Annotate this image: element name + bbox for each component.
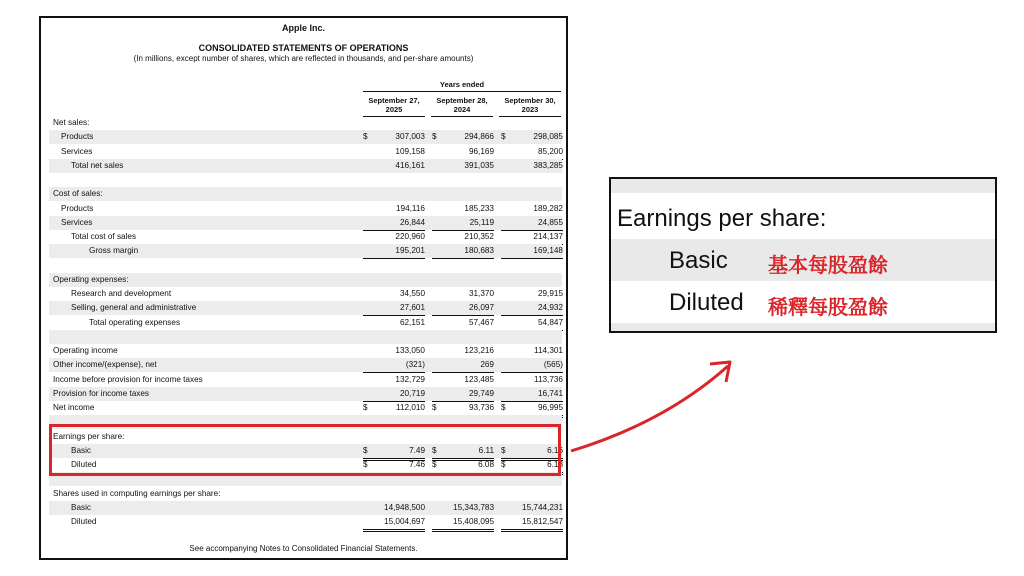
- column-header-line: September 28,: [436, 96, 488, 105]
- column-header-line: September 30,: [504, 96, 556, 105]
- zoom-panel: [609, 177, 997, 333]
- column-header-line: 2024: [453, 105, 471, 114]
- zoom-basic-en: Basic: [669, 247, 728, 274]
- cell-value: 16,741: [537, 388, 563, 398]
- years-ended-header: Years ended: [363, 80, 561, 92]
- cell-value: 123,216: [464, 346, 494, 355]
- row-label: Provision for income taxes: [53, 388, 150, 398]
- cell-value: 25,119: [469, 217, 494, 227]
- currency-symbol: $: [432, 460, 437, 469]
- cell-value: 34,550: [399, 289, 425, 298]
- cell-value: 85,200: [537, 146, 563, 156]
- cell-value: 169,148: [533, 246, 563, 256]
- cell-value: 220,960: [395, 232, 425, 241]
- currency-symbol: $: [363, 445, 368, 455]
- row-label: Products: [61, 132, 94, 142]
- cell-value: 298,085: [533, 132, 563, 142]
- currency-symbol: $: [501, 460, 506, 469]
- currency-symbol: $: [432, 132, 437, 142]
- statement-subtitle: (In millions, except number of shares, which are reflected in thousands, and per-share amounts): [133, 54, 474, 63]
- cell-value: 123,485: [464, 374, 494, 384]
- row-label: Diluted: [71, 517, 97, 526]
- cell-value: 383,285: [533, 160, 563, 170]
- cell-value: (565): [543, 360, 563, 370]
- currency-symbol: $: [363, 403, 368, 412]
- currency-symbol: $: [432, 403, 437, 412]
- zoom-band-bottom: [611, 323, 995, 333]
- row-label: Total cost of sales: [71, 232, 137, 241]
- cell-value: 54,847: [537, 317, 563, 327]
- cell-value: 7.49: [409, 445, 425, 455]
- cell-value: 109,158: [395, 146, 425, 156]
- cell-value: 6.08: [478, 460, 494, 469]
- cell-value: 194,116: [396, 203, 425, 213]
- company-name: Apple Inc.: [281, 23, 325, 33]
- row-label: Services: [61, 217, 93, 227]
- currency-symbol: $: [501, 445, 506, 455]
- cell-value: 189,282: [533, 203, 563, 213]
- cell-value: 113,736: [534, 374, 563, 384]
- cell-value: 20,719: [399, 388, 425, 398]
- cell-value: 294,866: [464, 132, 494, 142]
- cell-value: 31,370: [468, 289, 494, 298]
- cell-value: 391,035: [464, 160, 494, 170]
- row-label: Net sales:: [53, 118, 90, 127]
- currency-symbol: $: [432, 445, 437, 455]
- cell-value: 112,010: [396, 403, 425, 412]
- row-label: Products: [61, 203, 94, 213]
- row-label: Selling, general and administrative: [71, 303, 197, 313]
- row-label: Total operating expenses: [89, 317, 181, 327]
- zoom-heading: Earnings per share:: [617, 205, 827, 232]
- zoom-band-top: [611, 179, 995, 193]
- row-label: Diluted: [71, 460, 97, 469]
- row-label: Operating income: [53, 346, 118, 355]
- currency-symbol: $: [501, 403, 506, 412]
- cell-value: 29,915: [537, 289, 563, 298]
- row-label: Basic: [71, 445, 92, 455]
- cell-value: 132,729: [395, 374, 425, 384]
- row-label: Other income/(expense), net: [53, 360, 157, 370]
- cell-value: 195,201: [395, 246, 425, 256]
- cell-value: 14,948,500: [384, 502, 425, 512]
- cell-value: 27,601: [399, 303, 425, 313]
- row-label: Cost of sales:: [53, 189, 103, 199]
- cell-value: (321): [405, 360, 425, 370]
- statement-footer: See accompanying Notes to Consolidated Financial Statements.: [189, 544, 418, 553]
- column-header-line: 2023: [521, 105, 539, 114]
- zoom-diluted-en: Diluted: [669, 289, 744, 316]
- cell-value: 15,343,783: [453, 502, 494, 512]
- cell-value: 180,683: [464, 246, 494, 256]
- row-label: Income before provision for income taxes: [53, 374, 203, 384]
- cell-value: 26,844: [399, 217, 425, 227]
- cell-value: 26,097: [468, 303, 494, 313]
- row-label: Total net sales: [71, 160, 124, 170]
- cell-value: 24,932: [537, 303, 563, 313]
- cell-value: 15,812,547: [522, 517, 563, 526]
- row-label: Net income: [53, 403, 95, 412]
- cell-value: 57,467: [468, 317, 494, 327]
- cell-value: 416,161: [395, 160, 425, 170]
- cell-value: 15,408,095: [453, 517, 494, 526]
- statement-title: CONSOLIDATED STATEMENTS OF OPERATIONS: [198, 43, 409, 53]
- cell-value: 93,736: [468, 403, 494, 412]
- cell-value: 29,749: [468, 388, 494, 398]
- currency-symbol: $: [363, 132, 368, 142]
- cell-value: 114,301: [534, 346, 563, 355]
- row-label: Shares used in computing earnings per share:: [53, 488, 221, 498]
- cell-value: 96,169: [468, 146, 494, 156]
- cell-value: 6.13: [547, 460, 563, 469]
- cell-value: 269: [480, 360, 494, 370]
- cell-value: 210,352: [464, 232, 494, 241]
- cell-value: 62,151: [399, 317, 425, 327]
- cell-value: 7.46: [409, 460, 425, 469]
- cell-value: 96,995: [537, 403, 563, 412]
- row-label: Earnings per share:: [53, 431, 125, 441]
- cell-value: 6.11: [478, 445, 494, 455]
- row-label: Operating expenses:: [53, 274, 129, 284]
- column-header-line: September 27,: [368, 96, 420, 105]
- zoom-row-basic: [611, 239, 995, 281]
- zoom-basic-zh: 基本每股盈餘: [768, 255, 888, 277]
- row-label: Gross margin: [89, 246, 139, 256]
- currency-symbol: $: [501, 132, 506, 142]
- zoom-diluted-zh: 稀釋每股盈餘: [768, 297, 888, 319]
- cell-value: 307,003: [395, 132, 425, 142]
- currency-symbol: $: [363, 460, 368, 469]
- cell-value: 185,233: [464, 203, 494, 213]
- zoom-row-diluted: [611, 281, 995, 323]
- cell-value: 24,855: [537, 217, 563, 227]
- row-label: Services: [61, 146, 93, 156]
- cell-value: 6.16: [547, 445, 563, 455]
- cell-value: 15,004,697: [384, 517, 425, 526]
- cell-value: 133,050: [395, 346, 425, 355]
- column-header-line: 2025: [385, 105, 403, 114]
- row-label: Basic: [71, 502, 92, 512]
- cell-value: 214,137: [533, 232, 563, 241]
- row-label: Research and development: [71, 289, 172, 298]
- cell-value: 15,744,231: [522, 502, 563, 512]
